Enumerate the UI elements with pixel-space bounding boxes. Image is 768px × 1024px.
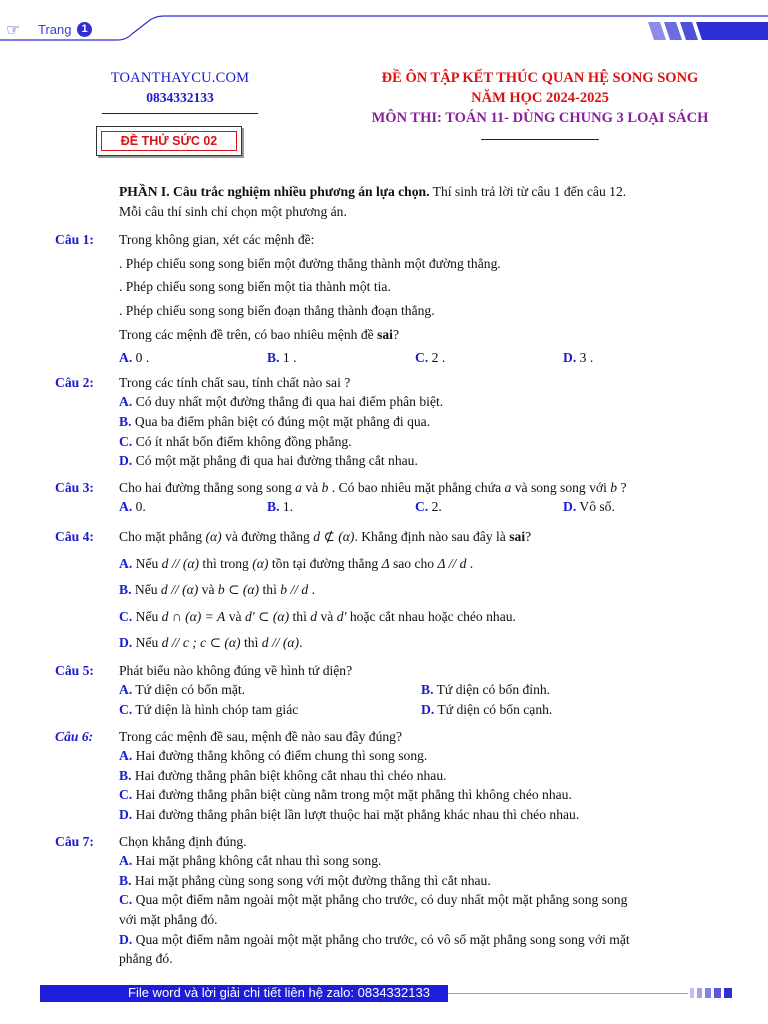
answer-options	[119, 700, 723, 720]
section-heading: PHẦN I. Câu trắc nghiệm nhiều phương án lựa chọn.	[119, 184, 430, 199]
question-stem: Cho mặt phẳng (α) và đường thẳng d ⊄ (α). Khẳng định nào sau đây là sai?	[119, 528, 532, 544]
option-c[interactable]: C. Tứ diện là hình chóp tam giác	[119, 702, 299, 718]
section-instruction: Thí sinh trả lời từ câu 1 đến câu 12.	[429, 184, 627, 199]
option-b[interactable]: B. Qua ba điểm phân biệt có đúng một mặt phẳng đi qua.	[119, 413, 431, 429]
question-ask: Trong các mệnh đề trên, có bao nhiêu mệnh đề sai?	[119, 326, 400, 342]
answer-options	[119, 348, 715, 368]
question-stem: Trong các mệnh đề sau, mệnh đề nào sau đây đúng?	[119, 728, 403, 744]
section-instruction-2: Mỗi câu thí sinh chỉ chọn một phương án.	[119, 203, 347, 219]
statement-2: . Phép chiếu song song biến một tia thành một tia.	[119, 279, 391, 295]
option-a[interactable]: A. Hai mặt phẳng không cắt nhau thì song song.	[119, 853, 382, 869]
question-label: Câu 7:	[55, 833, 94, 849]
site-name: TOANTHAYCU.COM	[110, 70, 250, 86]
option-b[interactable]: B. 1 .	[267, 350, 297, 366]
option-a[interactable]: A. Nếu d // (α) thì trong (α) tồn tại đường thẳng Δ sao cho Δ // d .	[119, 555, 474, 571]
question-stem: Chọn khẳng định đúng.	[119, 833, 247, 849]
question-1	[55, 230, 715, 368]
section-intro	[55, 182, 715, 221]
question-stem: Trong không gian, xét các mệnh đề:	[119, 232, 315, 248]
option-d[interactable]: D. Có một mặt phẳng đi qua hai đường thẳng cắt nhau.	[119, 453, 418, 469]
question-label: Câu 4:	[55, 528, 94, 544]
header-decoration	[0, 0, 768, 50]
question-6	[55, 727, 715, 825]
subject-line: MÔN THI: TOÁN 11- DÙNG CHUNG 3 LOẠI SÁCH	[371, 110, 709, 126]
question-stem: Phát biểu nào không đúng về hình tứ diện?	[119, 662, 353, 678]
option-d[interactable]: D. Vô số.	[563, 499, 615, 515]
option-b[interactable]: B. Nếu d // (α) và b ⊂ (α) thì b // d .	[119, 582, 315, 598]
page-number: 1	[77, 22, 92, 37]
divider	[481, 139, 599, 140]
option-b[interactable]: B. Tứ diện có bốn đỉnh.	[421, 682, 551, 698]
question-stem: Trong các tính chất sau, tính chất nào sai ?	[119, 374, 351, 390]
exam-badge-label: ĐỀ THỬ SỨC 02	[101, 131, 237, 151]
exam-content	[55, 182, 715, 969]
question-label: Câu 6:	[55, 728, 94, 744]
option-a[interactable]: A. 0.	[119, 499, 146, 515]
exam-title-block	[340, 70, 740, 140]
publisher-block	[90, 70, 270, 114]
phone-number: 0834332133	[146, 90, 214, 105]
question-label: Câu 1:	[55, 232, 94, 248]
school-year: NĂM HỌC 2024-2025	[471, 90, 609, 106]
page-label: Trang	[38, 22, 72, 37]
question-7	[55, 832, 715, 969]
page-footer	[0, 984, 768, 1002]
divider	[102, 113, 258, 114]
option-b[interactable]: B. 1.	[267, 499, 294, 515]
option-d[interactable]: D. Qua một điểm nằm ngoài một mặt phẳng cho trước, có vô số mặt phẳng song song với mặt phẳng đó.	[119, 931, 630, 967]
question-stem: Cho hai đường thẳng song song a và b . Có bao nhiêu mặt phẳng chứa a và song song với b ?	[119, 479, 627, 495]
option-a[interactable]: A. Có duy nhất một đường thẳng đi qua hai điểm phân biệt.	[119, 394, 444, 410]
option-b[interactable]: B. Hai mặt phẳng cùng song song với một đường thẳng thì cắt nhau.	[119, 872, 491, 888]
statement-1: . Phép chiếu song song biến một đường thẳng thành một đường thẳng.	[119, 255, 501, 271]
option-c[interactable]: C. 2.	[415, 499, 442, 515]
option-d[interactable]: D. Tứ diện có bốn cạnh.	[421, 702, 553, 718]
exam-title: ĐỀ ÔN TẬP KẾT THÚC QUAN HỆ SONG SONG	[381, 70, 699, 86]
statement-3: . Phép chiếu song song biến đoạn thẳng thành đoạn thẳng.	[119, 302, 435, 318]
option-a[interactable]: A. Tứ diện có bốn mặt.	[119, 682, 246, 698]
pointing-hand-icon: ☞	[6, 20, 21, 39]
exam-badge	[96, 126, 242, 156]
option-b[interactable]: B. Hai đường thẳng phân biệt không cắt nhau thì chéo nhau.	[119, 767, 447, 783]
option-d[interactable]: D. Hai đường thẳng phân biệt lần lượt thuộc hai mặt phẳng khác nhau thì chéo nhau.	[119, 807, 580, 823]
footer-rule	[448, 993, 688, 994]
option-a[interactable]: A. Hai đường thẳng không có điểm chung thì song song.	[119, 748, 428, 764]
footer-contact: File word và lời giải chi tiết liên hệ zalo: 0834332133	[128, 985, 430, 1000]
option-c[interactable]: C. Nếu d ∩ (α) = A và d′ ⊂ (α) thì d và d′ hoặc cắt nhau hoặc chéo nhau.	[119, 608, 516, 624]
option-c[interactable]: C. Qua một điểm nằm ngoài một mặt phẳng cho trước, có duy nhất một mặt phẳng song song với mặt phẳng đó.	[119, 892, 628, 927]
option-d[interactable]: D. 3 .	[563, 350, 594, 366]
footer-decoration	[690, 986, 742, 1000]
question-label: Câu 5:	[55, 662, 94, 678]
answer-options	[119, 497, 715, 517]
page-header	[0, 0, 768, 50]
question-5	[55, 661, 715, 720]
question-4	[55, 527, 715, 653]
option-c[interactable]: C. Hai đường thẳng phân biệt cùng nằm trong một mặt phẳng thì không chéo nhau.	[119, 787, 572, 803]
answer-options	[119, 680, 723, 700]
option-d[interactable]: D. Nếu d // c ; c ⊂ (α) thì d // (α).	[119, 635, 303, 651]
question-label: Câu 2:	[55, 374, 94, 390]
question-3	[55, 478, 715, 517]
option-a[interactable]: A. 0 .	[119, 350, 150, 366]
question-label: Câu 3:	[55, 479, 94, 495]
option-c[interactable]: C. Có ít nhất bốn điểm không đồng phẳng.	[119, 433, 352, 449]
option-c[interactable]: C. 2 .	[415, 350, 446, 366]
question-2	[55, 373, 715, 471]
